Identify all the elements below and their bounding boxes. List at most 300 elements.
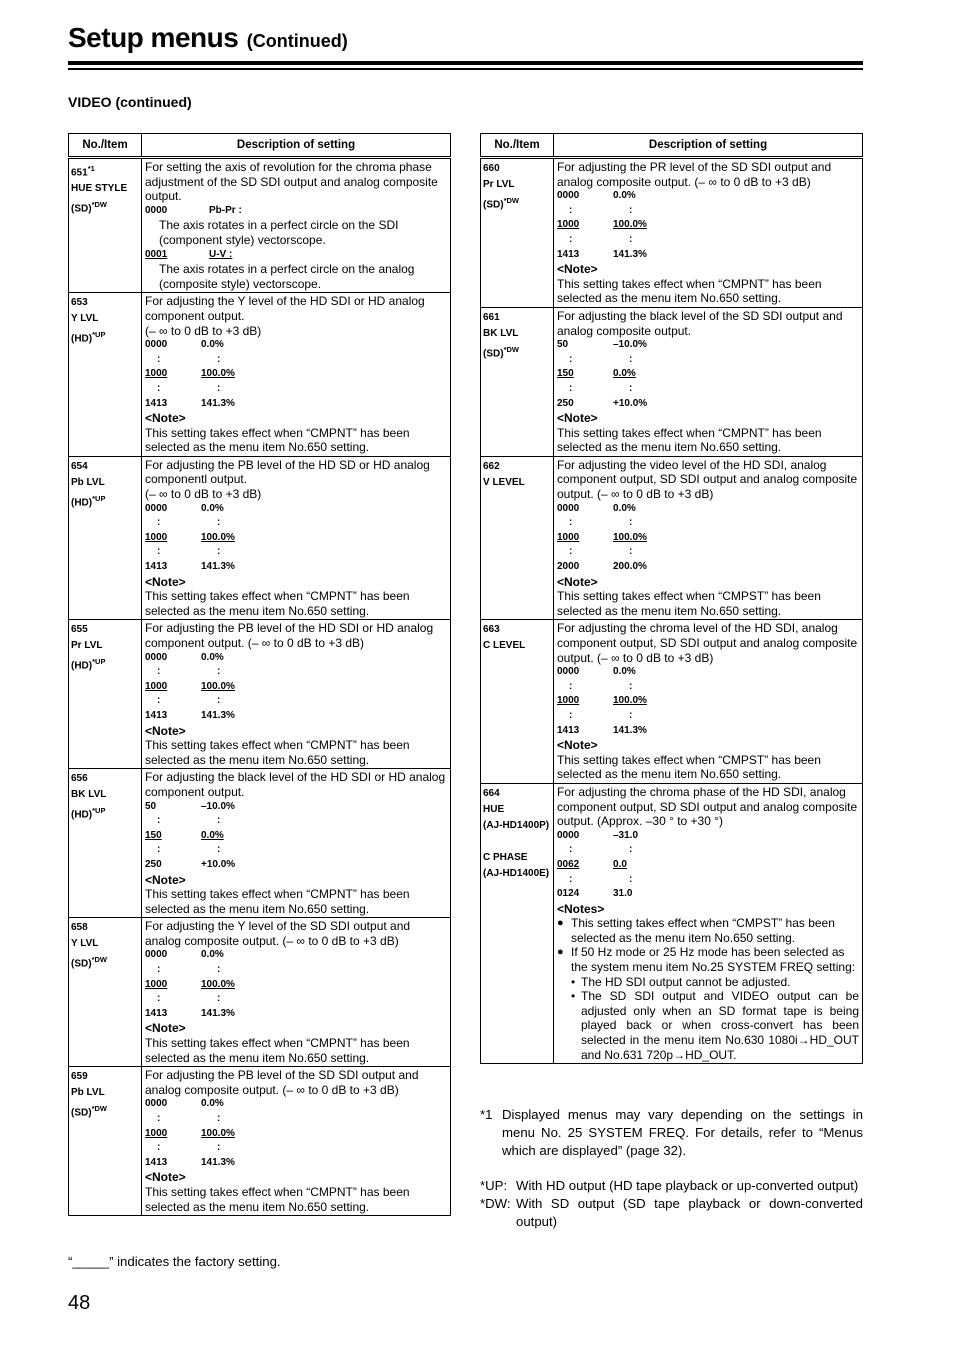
footnote-key: *1 — [480, 1107, 493, 1122]
description-text: For adjusting the PB level of the SD SDI output and analog composite output. (– ∞ to 0 dB to +3 dB) — [145, 1068, 419, 1097]
option-line — [145, 248, 447, 263]
value-setting: 0000 — [557, 829, 580, 841]
value-setting: 50 — [557, 339, 569, 351]
sub-bullet-text: The SD SDI output and VIDEO output can be adjusted only when an SD format tape is being played back or when cross-convert has been selected in the menu item No.630 1080i→HD_OUT and No.631 720p→HD_OUT. — [581, 989, 859, 1062]
col-header-item: No./Item — [481, 134, 554, 158]
note-text: This setting takes effect when “CMPNT” has been selected as the menu item No.650 setting. — [557, 276, 822, 306]
ellipsis-right: : — [217, 844, 221, 856]
item-mode — [71, 803, 139, 823]
ellipsis-right: : — [217, 993, 221, 1005]
value-result: 100.0% — [613, 531, 647, 543]
ellipsis-right: : — [217, 815, 221, 827]
item-cell — [69, 918, 142, 1067]
item-number — [71, 622, 139, 638]
value-result: 141.3% — [201, 561, 235, 573]
ellipsis-left: : — [569, 873, 573, 885]
item-mode-text: (SD) — [71, 958, 92, 970]
value-line — [557, 502, 859, 517]
value-result: 100.0% — [201, 1127, 235, 1139]
note-text: This setting takes effect when “CMPNT” has been selected as the menu item No.650 setting. — [145, 589, 410, 618]
ellipsis-left: : — [569, 353, 573, 365]
value-result: 100.0% — [201, 978, 235, 990]
value-line — [145, 502, 447, 517]
page-title-sub: (Continued) — [246, 31, 348, 51]
value-line — [557, 694, 859, 709]
ellipsis-left: : — [569, 204, 573, 216]
value-result: 0.0% — [201, 339, 224, 351]
bullet-icon: ● — [557, 946, 564, 959]
col-header-item: No./Item — [69, 134, 142, 158]
value-result: 200.0% — [613, 561, 647, 573]
value-line — [145, 800, 447, 815]
value-result: 141.3% — [201, 1156, 235, 1168]
note-heading: <Notes> — [557, 901, 605, 916]
value-ellipsis — [145, 1141, 447, 1156]
value-line — [557, 665, 859, 680]
item-mode-mark: *DW — [91, 955, 107, 965]
ellipsis-right: : — [217, 546, 221, 558]
item-footnote-mark: *1 — [87, 164, 95, 173]
item-mode — [71, 952, 139, 972]
item-name: Pr LVL — [71, 640, 103, 652]
value-setting: 2000 — [557, 561, 580, 573]
note-bullet — [557, 945, 859, 974]
value-setting: 1413 — [557, 724, 580, 736]
value-setting: 1000 — [145, 368, 168, 380]
value-setting: 150 — [145, 829, 162, 841]
item-name: Pr LVL — [483, 179, 515, 190]
ellipsis-right: : — [217, 1142, 221, 1154]
value-ellipsis — [145, 353, 447, 368]
value-line — [145, 1007, 447, 1022]
value-ellipsis — [557, 709, 859, 724]
ellipsis-right: : — [217, 695, 221, 707]
item-mode-mark: *DW — [503, 196, 519, 205]
item-mode — [483, 193, 551, 213]
value-ellipsis — [145, 814, 447, 829]
value-line — [557, 218, 859, 233]
value-result: 100.0% — [613, 219, 647, 231]
value-line — [145, 1127, 447, 1142]
item-mode-text: (HD) — [71, 660, 93, 672]
note-heading: <Note> — [145, 1170, 186, 1185]
value-line — [557, 397, 859, 412]
item-name: HUE STYLE — [71, 183, 128, 195]
item-cell — [69, 456, 142, 620]
option-label: U-V : — [209, 248, 233, 260]
value-setting: 1413 — [145, 1007, 168, 1019]
value-setting: 0000 — [557, 190, 580, 202]
description-text: For setting the axis of revolution for the chroma phase adjustment of the SD SDI output and analog composite output. — [145, 160, 438, 204]
item-name: BK LVL — [483, 327, 519, 339]
item-mode-mark: *DW — [91, 1104, 107, 1114]
item-number-text: 654 — [71, 460, 88, 472]
ellipsis-left: : — [569, 517, 573, 529]
value-setting: 1000 — [557, 531, 580, 543]
description-cell — [554, 307, 863, 456]
item-mode-mark: *UP — [92, 330, 106, 340]
note-text: This setting takes effect when “CMPNT” has been selected as the menu item No.650 setting. — [557, 425, 822, 455]
ellipsis-left: : — [569, 709, 573, 721]
description-text: For adjusting the black level of the SD SDI output and analog composite output. — [557, 308, 843, 338]
value-ellipsis — [557, 353, 859, 368]
ellipsis-right: : — [629, 233, 633, 245]
item-cell — [69, 158, 142, 293]
value-result: +10.0% — [613, 397, 648, 409]
description-text: For adjusting the PR level of the SD SDI output and analog composite output. (– ∞ to 0 dB to +3 dB) — [557, 160, 832, 189]
item-mode-mark: *UP — [92, 493, 106, 503]
item-name-alt: C PHASE — [483, 851, 528, 863]
ellipsis-left: : — [157, 353, 161, 365]
ellipsis-right: : — [629, 382, 633, 394]
note-heading: <Note> — [145, 872, 186, 887]
ellipsis-left: : — [157, 382, 161, 394]
value-result: 141.3% — [613, 248, 647, 260]
value-setting: 0000 — [145, 949, 168, 961]
item-number-text: 655 — [71, 624, 88, 636]
item-mode-mark: *DW — [503, 344, 519, 354]
section-heading: VIDEO (continued) — [68, 94, 192, 110]
item-mode-text: (HD) — [71, 497, 93, 509]
note-heading: <Note> — [145, 1021, 186, 1036]
value-setting: 0000 — [145, 651, 168, 663]
note-heading: <Note> — [145, 411, 186, 426]
value-line — [557, 560, 859, 575]
table-row — [69, 456, 451, 620]
value-line — [557, 858, 859, 873]
note-bullet — [557, 916, 859, 945]
note-heading: <Note> — [557, 411, 598, 426]
value-line — [557, 887, 859, 902]
footnote-text: With SD output (SD tape playback or down-converted output) — [516, 1196, 863, 1229]
value-line — [145, 978, 447, 993]
value-setting: 0000 — [145, 1098, 168, 1110]
table-row — [69, 158, 451, 293]
value-setting: 1000 — [557, 695, 580, 707]
title-rule-thin — [68, 68, 863, 70]
note-text: This setting takes effect when “CMPST” has been selected as the menu item No.650 setting. — [557, 589, 821, 618]
value-line — [557, 338, 859, 353]
item-name: Pb LVL — [71, 476, 105, 488]
value-ellipsis — [145, 545, 447, 560]
option-description: The axis rotates in a perfect circle on the SDI (component style) vectorscope. — [159, 218, 399, 247]
value-result: +10.0% — [201, 858, 236, 870]
value-line — [145, 680, 447, 695]
description-cell — [142, 293, 451, 457]
value-setting: 0124 — [557, 888, 580, 900]
item-number — [71, 771, 139, 787]
value-setting: 250 — [557, 397, 574, 409]
item-cell — [69, 293, 142, 457]
value-line — [557, 248, 859, 263]
value-setting: 150 — [557, 368, 574, 380]
value-result: 0.0% — [201, 502, 224, 514]
sub-bullet-icon: • — [571, 989, 576, 1004]
note-text: This setting takes effect when “CMPNT” has been selected as the menu item No.650 setting. — [145, 887, 410, 916]
item-number — [71, 1069, 139, 1085]
value-setting: 1413 — [145, 397, 168, 409]
value-setting: 1000 — [145, 531, 168, 543]
ellipsis-left: : — [569, 844, 573, 856]
right-settings-table — [480, 133, 863, 1064]
ellipsis-left: : — [157, 1142, 161, 1154]
col-header-desc: Description of setting — [554, 134, 863, 158]
note-heading: <Note> — [557, 262, 598, 277]
item-number — [483, 310, 551, 326]
left-settings-table — [68, 133, 451, 1216]
item-name: C LEVEL — [483, 640, 526, 652]
table-row — [481, 158, 863, 308]
ellipsis-right: : — [629, 873, 633, 885]
item-cell — [481, 620, 554, 784]
item-mode — [71, 654, 139, 674]
value-ellipsis — [557, 873, 859, 888]
ellipsis-right: : — [629, 709, 633, 721]
item-name: V LEVEL — [483, 476, 525, 488]
item-number — [483, 622, 551, 638]
value-line — [145, 1097, 447, 1112]
value-setting: 1413 — [145, 561, 168, 573]
item-number — [71, 295, 139, 311]
item-number — [483, 786, 551, 802]
item-cell — [481, 783, 554, 1063]
footnote-text: With HD output (HD tape playback or up-converted output) — [516, 1178, 859, 1193]
ellipsis-left: : — [157, 844, 161, 856]
item-cell — [481, 307, 554, 456]
value-result: 0.0 — [613, 858, 627, 870]
item-number — [71, 459, 139, 475]
footnote-item — [480, 1177, 863, 1195]
table-row — [481, 456, 863, 620]
item-number-text: 651 — [71, 167, 88, 179]
table-row — [69, 293, 451, 457]
item-number-text: 661 — [483, 311, 500, 323]
note-heading: <Note> — [145, 574, 186, 589]
item-name: Pb LVL — [71, 1087, 105, 1099]
item-mode — [71, 491, 139, 511]
footnotes — [480, 1106, 863, 1231]
value-result: 100.0% — [613, 695, 647, 707]
value-line — [557, 531, 859, 546]
description-cell — [554, 620, 863, 784]
ellipsis-left: : — [569, 233, 573, 245]
note-heading: <Note> — [557, 738, 598, 753]
table-row — [69, 620, 451, 769]
value-ellipsis — [145, 1112, 447, 1127]
ellipsis-left: : — [569, 680, 573, 692]
range-text: (– ∞ to 0 dB to +3 dB) — [145, 323, 262, 338]
ellipsis-right: : — [217, 666, 221, 678]
value-setting: 1000 — [145, 1127, 168, 1139]
value-line — [557, 724, 859, 739]
ellipsis-left: : — [157, 993, 161, 1005]
table-row — [69, 918, 451, 1067]
description-text: For adjusting the chroma phase of the HD SDI, analog component output, SD SDI output and analog composite output. (Approx. –30 ° to +30 °) — [557, 784, 858, 829]
note-text: This setting takes effect when “CMPNT” has been selected as the menu item No.650 setting. — [145, 425, 410, 455]
value-setting: 0000 — [557, 502, 580, 514]
description-cell — [142, 918, 451, 1067]
item-number-text: 662 — [483, 460, 500, 472]
item-cell — [69, 620, 142, 769]
footnote-item — [480, 1106, 863, 1160]
ellipsis-left: : — [157, 695, 161, 707]
option-label: Pb-Pr : — [209, 204, 242, 216]
note-text: This setting takes effect when “CMPNT” has been selected as the menu item No.650 setting. — [145, 1184, 410, 1214]
item-name: BK LVL — [71, 789, 107, 801]
value-ellipsis — [145, 992, 447, 1007]
value-line — [145, 531, 447, 546]
value-setting: 0000 — [145, 502, 168, 514]
item-mode — [483, 342, 551, 362]
ellipsis-right: : — [217, 382, 221, 394]
page-number: 48 — [68, 1292, 91, 1314]
description-text: For adjusting the video level of the HD SDI, analog component output, SD SDI output and analog composite output. (– ∞ to 0 dB to +3 dB) — [557, 457, 858, 502]
ellipsis-right: : — [629, 517, 633, 529]
value-ellipsis — [557, 680, 859, 695]
value-result: –10.0% — [613, 339, 647, 351]
table-row — [481, 783, 863, 1063]
item-mode-text: (SD) — [71, 1107, 92, 1119]
bullet-text: If 50 Hz mode or 25 Hz mode has been selected as the system menu item No.25 SYSTEM FREQ setting: — [571, 945, 856, 975]
description-cell — [554, 158, 863, 308]
value-result: –31.0 — [613, 829, 639, 841]
value-ellipsis — [557, 382, 859, 397]
sub-bullet-icon: • — [571, 974, 576, 989]
item-mode-text: (SD) — [483, 199, 504, 211]
value-line — [145, 858, 447, 873]
ellipsis-right: : — [217, 1113, 221, 1124]
value-result: 0.0% — [201, 949, 224, 961]
description-text: For adjusting the chroma level of the HD SDI, analog component output, SD SDI output and analog composite output. (– ∞ to 0 dB to +3 dB) — [557, 621, 858, 665]
item-number-text: 653 — [71, 297, 88, 309]
item-number — [71, 161, 139, 181]
item-number — [483, 459, 551, 475]
note-text: This setting takes effect when “CMPNT” has been selected as the menu item No.650 setting. — [145, 1036, 410, 1065]
value-ellipsis — [145, 665, 447, 680]
item-cell — [481, 158, 554, 308]
description-cell — [554, 456, 863, 620]
value-ellipsis — [557, 516, 859, 531]
item-mode-text: (HD) — [71, 809, 93, 821]
note-text: This setting takes effect when “CMPST” has been selected as the menu item No.650 setting. — [557, 752, 821, 782]
value-result: 0.0% — [201, 1098, 224, 1110]
ellipsis-left: : — [157, 546, 161, 558]
description-text: For adjusting the black level of the HD SDI or HD analog component output. — [145, 770, 446, 799]
ellipsis-right: : — [629, 353, 633, 365]
item-number — [71, 920, 139, 936]
table-row — [481, 620, 863, 784]
table-row — [69, 1067, 451, 1216]
value-ellipsis — [145, 694, 447, 709]
ellipsis-right: : — [217, 353, 221, 365]
note-heading: <Note> — [557, 574, 598, 589]
ellipsis-right: : — [629, 204, 633, 216]
value-setting: 250 — [145, 858, 162, 870]
value-ellipsis — [557, 204, 859, 219]
value-line — [145, 1156, 447, 1171]
value-ellipsis — [557, 843, 859, 858]
item-model: (AJ-HD1400E) — [483, 867, 550, 879]
item-name: Y LVL — [71, 938, 99, 950]
item-number-text: 663 — [483, 624, 500, 636]
bullet-icon: ● — [557, 917, 564, 930]
value-ellipsis — [145, 963, 447, 978]
note-sub-bullet — [557, 989, 859, 1062]
factory-setting-note: “_____” indicates the factory setting. — [68, 1254, 281, 1269]
value-result: 141.3% — [613, 724, 647, 736]
value-line — [145, 829, 447, 844]
value-line — [557, 829, 859, 844]
value-result: 0.0% — [201, 651, 224, 663]
description-text: For adjusting the Y level of the HD SDI or HD analog component output. — [145, 294, 425, 323]
description-cell — [142, 620, 451, 769]
col-header-desc: Description of setting — [142, 134, 451, 158]
ellipsis-left: : — [157, 666, 161, 678]
value-setting: 1413 — [145, 709, 168, 721]
title-rule — [68, 61, 863, 65]
item-cell — [481, 456, 554, 620]
ellipsis-right: : — [629, 680, 633, 692]
ellipsis-right: : — [629, 546, 633, 558]
value-line — [145, 709, 447, 724]
page-title — [68, 22, 348, 54]
value-setting: 0000 — [557, 666, 580, 678]
item-cell — [69, 1067, 142, 1216]
bullet-text: This setting takes effect when “CMPST” has been selected as the menu item No.650 setting. — [571, 916, 835, 945]
option-description: The axis rotates in a perfect circle on the analog (composite style) vectorscope. — [159, 262, 415, 291]
description-text: For adjusting the PB level of the HD SDI or HD analog component output. (– ∞ to 0 dB to +3 dB) — [145, 621, 434, 650]
table-row — [481, 307, 863, 456]
item-number — [483, 161, 551, 177]
item-name: Y LVL — [71, 313, 99, 325]
item-number-text: 664 — [483, 787, 500, 799]
option-code: 0001 — [145, 248, 168, 260]
value-result: 0.0% — [613, 502, 636, 514]
value-result: 141.3% — [201, 709, 235, 721]
value-result: 0.0% — [613, 666, 636, 678]
item-mode-mark: *UP — [92, 657, 106, 667]
ellipsis-right: : — [629, 844, 633, 856]
ellipsis-left: : — [157, 1113, 161, 1124]
item-cell — [69, 769, 142, 918]
option-line — [145, 204, 447, 219]
ellipsis-left: : — [157, 964, 161, 976]
item-mode-text: (SD) — [483, 348, 504, 360]
value-setting: 1000 — [145, 978, 168, 990]
item-name: HUE — [483, 803, 505, 815]
ellipsis-left: : — [157, 517, 161, 529]
ellipsis-left: : — [569, 382, 573, 394]
value-line — [145, 948, 447, 963]
value-setting: 1413 — [145, 1156, 168, 1168]
option-code: 0000 — [145, 204, 168, 216]
item-mode — [71, 197, 139, 217]
footnote-item — [480, 1195, 863, 1231]
item-number-text: 658 — [71, 922, 88, 934]
ellipsis-left: : — [569, 546, 573, 558]
description-text: For adjusting the PB level of the HD SD or HD analog componentl output. — [145, 457, 430, 487]
item-number-text: 659 — [71, 1071, 88, 1083]
value-result: 100.0% — [201, 368, 235, 380]
value-ellipsis — [557, 545, 859, 560]
description-cell — [142, 1067, 451, 1216]
value-line — [145, 367, 447, 382]
value-result: 100.0% — [201, 680, 235, 692]
value-result: –10.0% — [201, 800, 235, 812]
value-ellipsis — [557, 233, 859, 248]
item-number-text: 660 — [483, 163, 500, 174]
item-spacer — [483, 834, 551, 850]
